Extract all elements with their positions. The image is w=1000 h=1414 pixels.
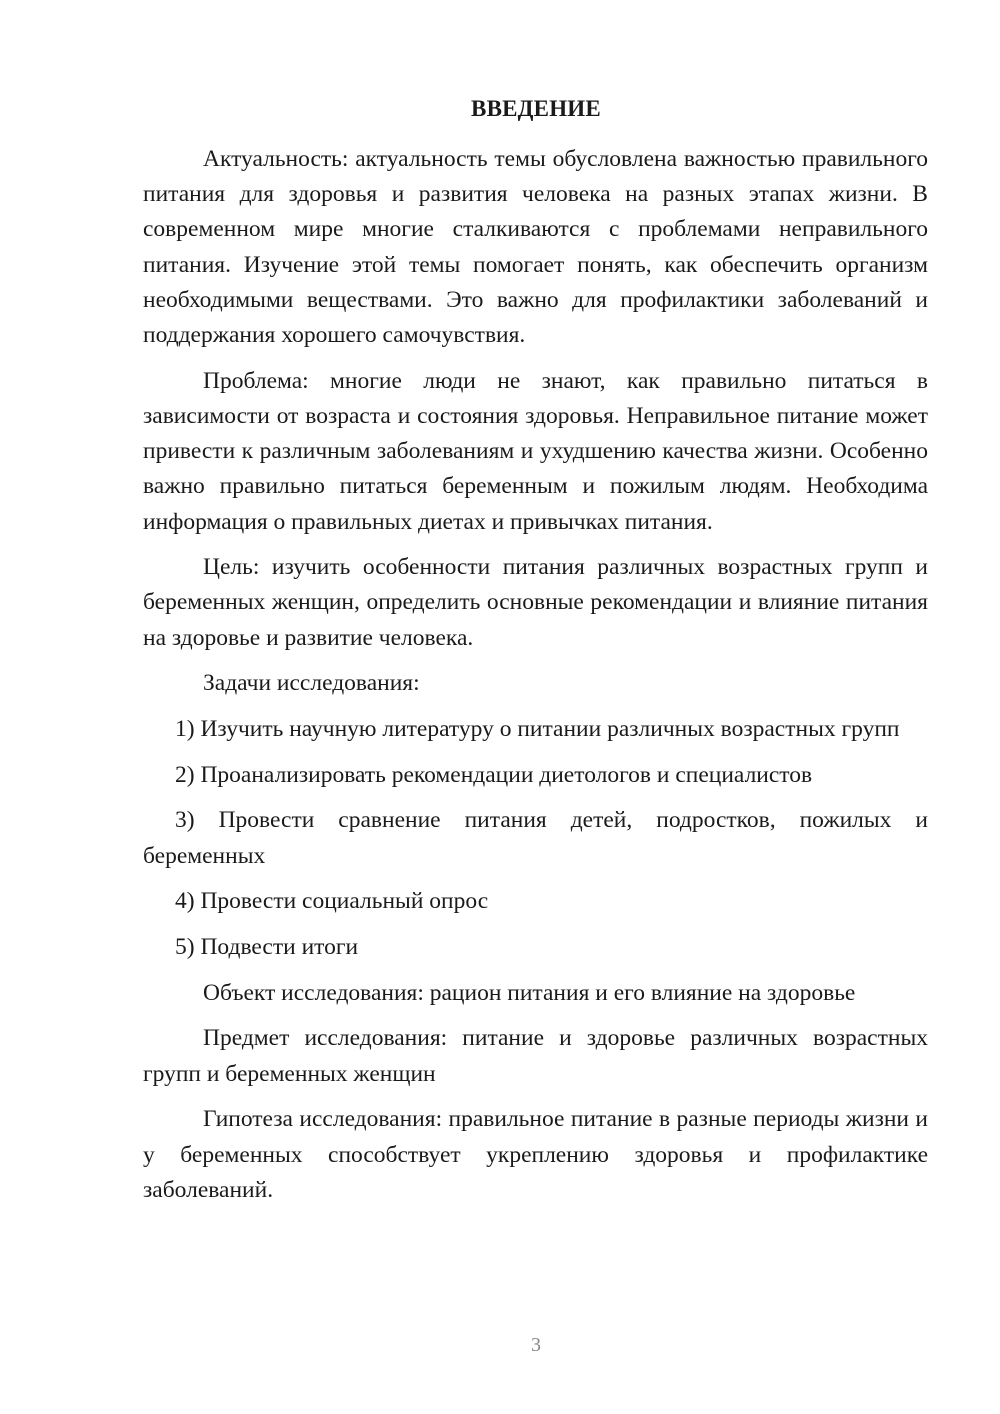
task-item: 4) Провести социальный опрос [175,888,489,915]
body-text [143,142,928,1218]
relevance-paragraph: Актуальность: актуальность темы обусловлена важностью правильного питания для здоровья и развития человека на разных этапах жизни. В современном мире многие сталкиваются с проблемами неправильного питания. Изучение этой темы помогает понять, как обеспечить организм необходимыми веществами. Это важно для профилактики заболеваний и поддержания хорошего самочувствия. [143,146,928,349]
tasks-heading: Задачи исследования: [203,670,420,697]
goal-paragraph: Цель: изучить особенности питания различных возрастных групп и беременных женщин, определить основные рекомендации и влияние питания на здоровье и развитие человека. [143,554,928,651]
page-number: 3 [531,1334,541,1356]
object-paragraph: Объект исследования: рацион питания и его влияние на здоровье [203,979,856,1006]
hypothesis-paragraph: Гипотеза исследования: правильное питание в разные периоды жизни и у беременных способствует укреплению здоровья и профилактике заболеваний. [143,1106,928,1203]
problem-paragraph: Проблема: многие люди не знают, как правильно питаться в зависимости от возраста и состояния здоровья. Неправильное питание может привести к различным заболеваниям и ухудшению качества жизни. Особенно важно правильно питаться беременным и пожилым людям. Необходима информация о правильных диетах и привычках питания. [143,367,928,535]
task-item: 5) Подвести итоги [175,934,359,961]
subject-paragraph: Предмет исследования: питание и здоровье различных возрастных групп и беременных женщин [143,1025,928,1087]
task-item: 3) Провести сравнение питания детей, подростков, пожилых и беременных [143,807,928,869]
task-item: 2) Проанализировать рекомендации диетологов и специалистов [175,761,813,788]
task-item: 1) Изучить научную литературу о питании различных возрастных групп [175,716,900,743]
page-title: ВВЕДЕНИЕ [471,96,601,121]
